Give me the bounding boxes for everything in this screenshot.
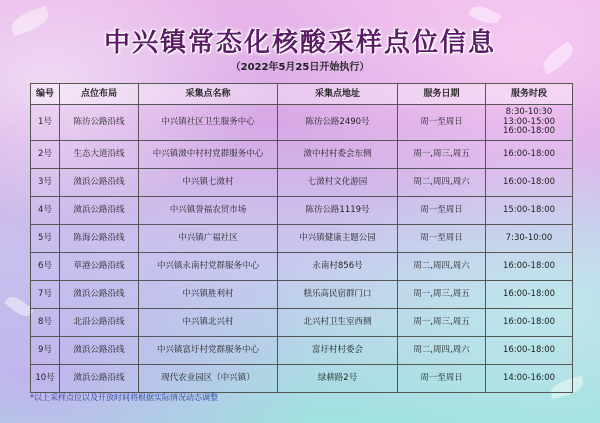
cell-times — [486, 309, 573, 337]
cell-dates: 周一,周三,周五 — [398, 309, 486, 337]
page-title: 中兴镇常态化核酸采样点位信息 — [103, 28, 496, 58]
cell-site-name: 中兴镇七滧村 — [139, 169, 278, 197]
cell-layout: 陈彷公路沿线 — [60, 105, 139, 141]
cell-dates: 周一至周日 — [398, 225, 486, 253]
table-row — [31, 141, 573, 169]
cell-site-name: 中兴镇广福社区 — [139, 225, 278, 253]
footnote: *以上采样点位以及开放时间将根据实际情况动态调整 — [30, 393, 218, 402]
cell-address: 陈彷公路2490号 — [278, 105, 398, 141]
cell-dates: 周一至周日 — [398, 197, 486, 225]
time-slot: 14:00-16:00 — [502, 372, 556, 383]
cell-times — [486, 253, 573, 281]
sampling-sites-table — [30, 83, 573, 393]
cell-dates: 周一至周日 — [398, 105, 486, 141]
cell-number: 1号 — [31, 105, 60, 141]
cell-address: 富圩村村委会 — [278, 337, 398, 365]
cell-address: 糕乐高民宿群门口 — [278, 281, 398, 309]
cell-times — [486, 105, 573, 141]
table-row — [31, 337, 573, 365]
table-row — [31, 225, 573, 253]
cell-site-name: 中兴镇社区卫生服务中心 — [139, 105, 278, 141]
cell-times — [486, 169, 573, 197]
cell-layout: 北沿公路沿线 — [60, 309, 139, 337]
cell-times — [486, 225, 573, 253]
time-slot: 16:00-18:00 — [502, 148, 556, 159]
cell-times — [486, 365, 573, 393]
cell-site-name: 中兴镇北兴村 — [139, 309, 278, 337]
column-header: 采集点地址 — [278, 84, 398, 105]
cell-dates: 周一,周三,周五 — [398, 141, 486, 169]
time-slot: 16:00-18:00 — [502, 344, 556, 355]
cell-number: 7号 — [31, 281, 60, 309]
table-header-row — [31, 84, 573, 105]
cell-site-name: 现代农业园区（中兴镇） — [139, 365, 278, 393]
cell-number: 3号 — [31, 169, 60, 197]
cell-number: 9号 — [31, 337, 60, 365]
time-slot: 16:00-18:00 — [502, 176, 556, 187]
cell-address: 永南村856号 — [278, 253, 398, 281]
cell-layout: 滧浜公路沿线 — [60, 337, 139, 365]
cell-address: 北兴村卫生室西侧 — [278, 309, 398, 337]
cell-times — [486, 141, 573, 169]
time-slot: 16:00-18:00 — [502, 316, 556, 327]
cell-number: 10号 — [31, 365, 60, 393]
cell-site-name: 中兴镇胜利村 — [139, 281, 278, 309]
cell-address: 中兴镇健康主题公园 — [278, 225, 398, 253]
cell-layout: 生态大道沿线 — [60, 141, 139, 169]
table-row — [31, 197, 573, 225]
cell-layout: 草港公路沿线 — [60, 253, 139, 281]
table-row — [31, 105, 573, 141]
cell-dates: 周一至周日 — [398, 365, 486, 393]
time-slot: 16:00-18:00 — [502, 260, 556, 271]
page-subtitle: （2022年5月25日开始执行） — [230, 62, 370, 73]
cell-number: 4号 — [31, 197, 60, 225]
column-header: 采集点名称 — [139, 84, 278, 105]
cell-times — [486, 281, 573, 309]
cell-layout: 滧浜公路沿线 — [60, 281, 139, 309]
column-header: 服务时段 — [486, 84, 573, 105]
cell-address: 滧中村村委会东侧 — [278, 141, 398, 169]
column-header: 点位布局 — [60, 84, 139, 105]
cell-layout: 滧浜公路沿线 — [60, 169, 139, 197]
cell-address: 七滧村文化游园 — [278, 169, 398, 197]
table-row — [31, 253, 573, 281]
table-row — [31, 281, 573, 309]
cell-layout: 陈海公路沿线 — [60, 225, 139, 253]
time-slot: 16:00-18:00 — [502, 126, 556, 137]
cell-dates: 周二,周四,周六 — [398, 169, 486, 197]
cell-site-name: 中兴镇滧中村村党群服务中心 — [139, 141, 278, 169]
cell-times — [486, 197, 573, 225]
cell-address: 陈彷公路1119号 — [278, 197, 398, 225]
cell-site-name: 中兴镇富圩村党群服务中心 — [139, 337, 278, 365]
cell-dates: 周一,周三,周五 — [398, 281, 486, 309]
cell-address: 绿耕路2号 — [278, 365, 398, 393]
cell-number: 6号 — [31, 253, 60, 281]
column-header: 编号 — [31, 84, 60, 105]
table-row — [31, 365, 573, 393]
cell-number: 2号 — [31, 141, 60, 169]
time-slot: 16:00-18:00 — [502, 288, 556, 299]
time-slot: 8:30-10:30 — [505, 106, 553, 117]
cell-number: 8号 — [31, 309, 60, 337]
time-slot: 13:00-15:00 — [502, 116, 556, 127]
cell-dates: 周二,周四,周六 — [398, 337, 486, 365]
cell-layout: 滧浜公路沿线 — [60, 197, 139, 225]
time-slot: 7:30-10:00 — [505, 232, 553, 243]
table-row — [31, 169, 573, 197]
table-row — [31, 309, 573, 337]
cell-number: 5号 — [31, 225, 60, 253]
cell-dates: 周二,周四,周六 — [398, 253, 486, 281]
cell-times — [486, 337, 573, 365]
time-slot: 15:00-18:00 — [502, 204, 556, 215]
cell-site-name: 中兴镇誉福农贸市场 — [139, 197, 278, 225]
cell-layout: 滧浜公路沿线 — [60, 365, 139, 393]
column-header: 服务日期 — [398, 84, 486, 105]
cell-site-name: 中兴镇永南村党群服务中心 — [139, 253, 278, 281]
